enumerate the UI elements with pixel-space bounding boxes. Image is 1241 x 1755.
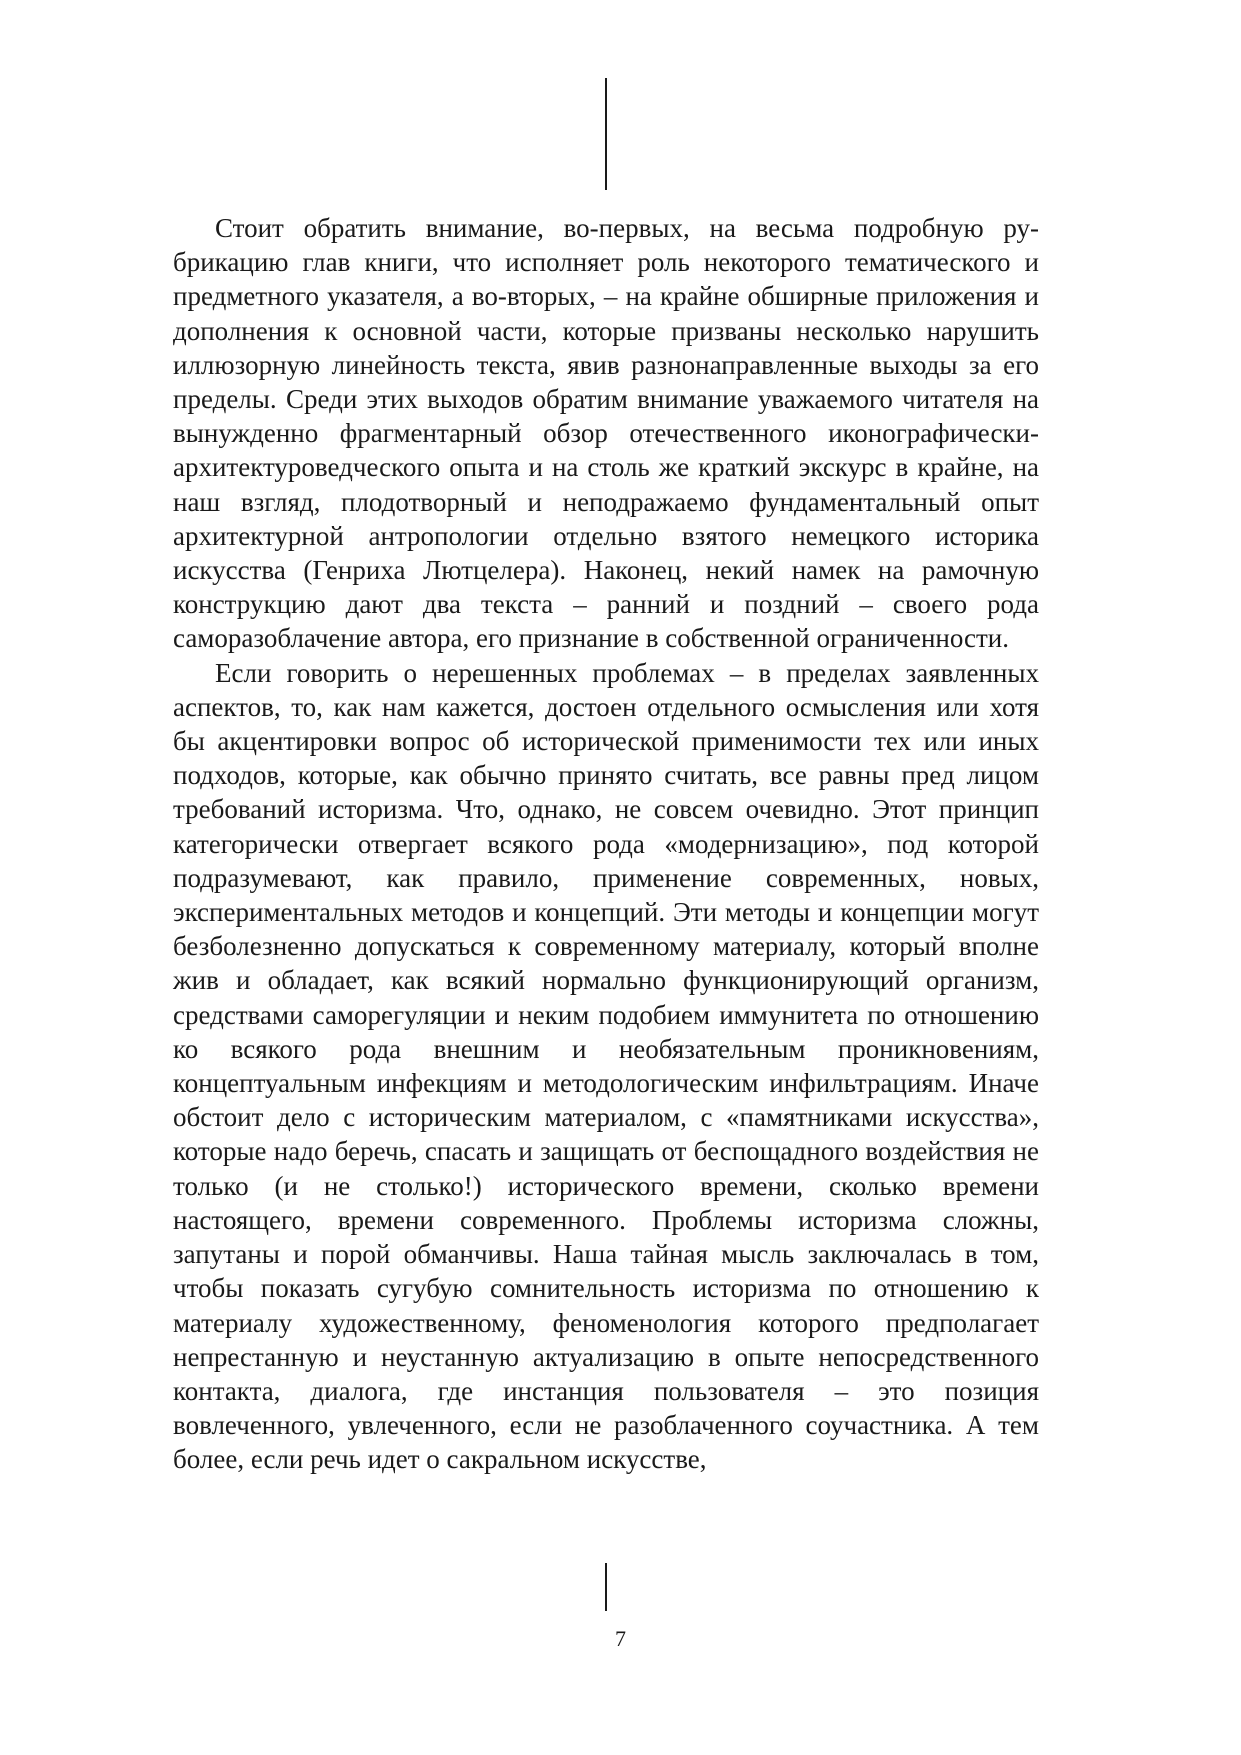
top-decorative-rule xyxy=(605,78,607,190)
paragraph-2: Если говорить о нерешенных проблемах – в пределах заявленных аспектов, то, как нам кажется, достоен отдельного осмысления или хотя бы акцентировки вопрос об исторической применимости тех или иных подходов, которые, как обычно принято считать, все равны пред лицом требований историзма. Что, однако, не совсем очевидно. Этот принцип категорически отвергает всякого рода «модернизацию», под которой подразумевают, как правило, применение современных, новых, экспериментальных методов и концепций. Эти методы и концепции могут безболезненно допускаться к современному материалу, который вполне жив и обладает, как всякий нормально функционирующий организм, средствами саморегуляции и неким подобием иммунитета по отношению ко всякого рода внешним и необязательным проникновениям, концептуальным инфекциям и методологическим инфильтрациям. Иначе обстоит дело с историческим материалом, с «памятниками искусства», которые надо беречь, спасать и защищать от беспощадного воздействия не только (и не столько!) исторического времени, сколько времени настоящего, времени современного. Проблемы историзма сложны, запутаны и порой обманчивы. Наша тайная мысль заключалась в том, чтобы показать сугубую сомнительность историзма по отношению к материалу художественному, феноменология которого предполагает непрестанную и неустанную актуализацию в опыте непосредственного контакта, диалога, где инстанция пользователя – это позиция вовлеченного, увлеченного, если не разоблаченного соучастника. А тем более, если речь идет о сакральном искусстве, xyxy=(173,657,1039,1475)
body-text xyxy=(173,211,1039,1477)
paragraph-1: Стоит обратить внимание, во-первых, на весьма подробную рубрикацию глав книги, что исполняет роль некоторого тематического и предметного указателя, а во-вторых, – на крайне обширные приложения и дополнения к основной части, которые призваны несколько нарушить иллюзорную линейность текста, явив разнонаправленные выходы за его пределы. Среди этих выходов обратим внимание уважаемого читателя на вынужденно фрагментарный обзор отечественного иконографически-архитектуроведческого опыта и на столь же краткий экскурс в крайне, на наш взгляд, плодотворный и неподражаемо фундаментальный опыт архитектурной антропологии отдельно взятого немецкого историка искусства (Генриха Лютцелера). Наконец, некий намек на рамочную конструкцию дают два текста – ранний и поздний – своего рода саморазоблачение автора, его признание в собственной ограниченности. xyxy=(173,213,1039,654)
bottom-decorative-rule xyxy=(605,1563,607,1611)
page-number: 7 xyxy=(615,1626,626,1651)
